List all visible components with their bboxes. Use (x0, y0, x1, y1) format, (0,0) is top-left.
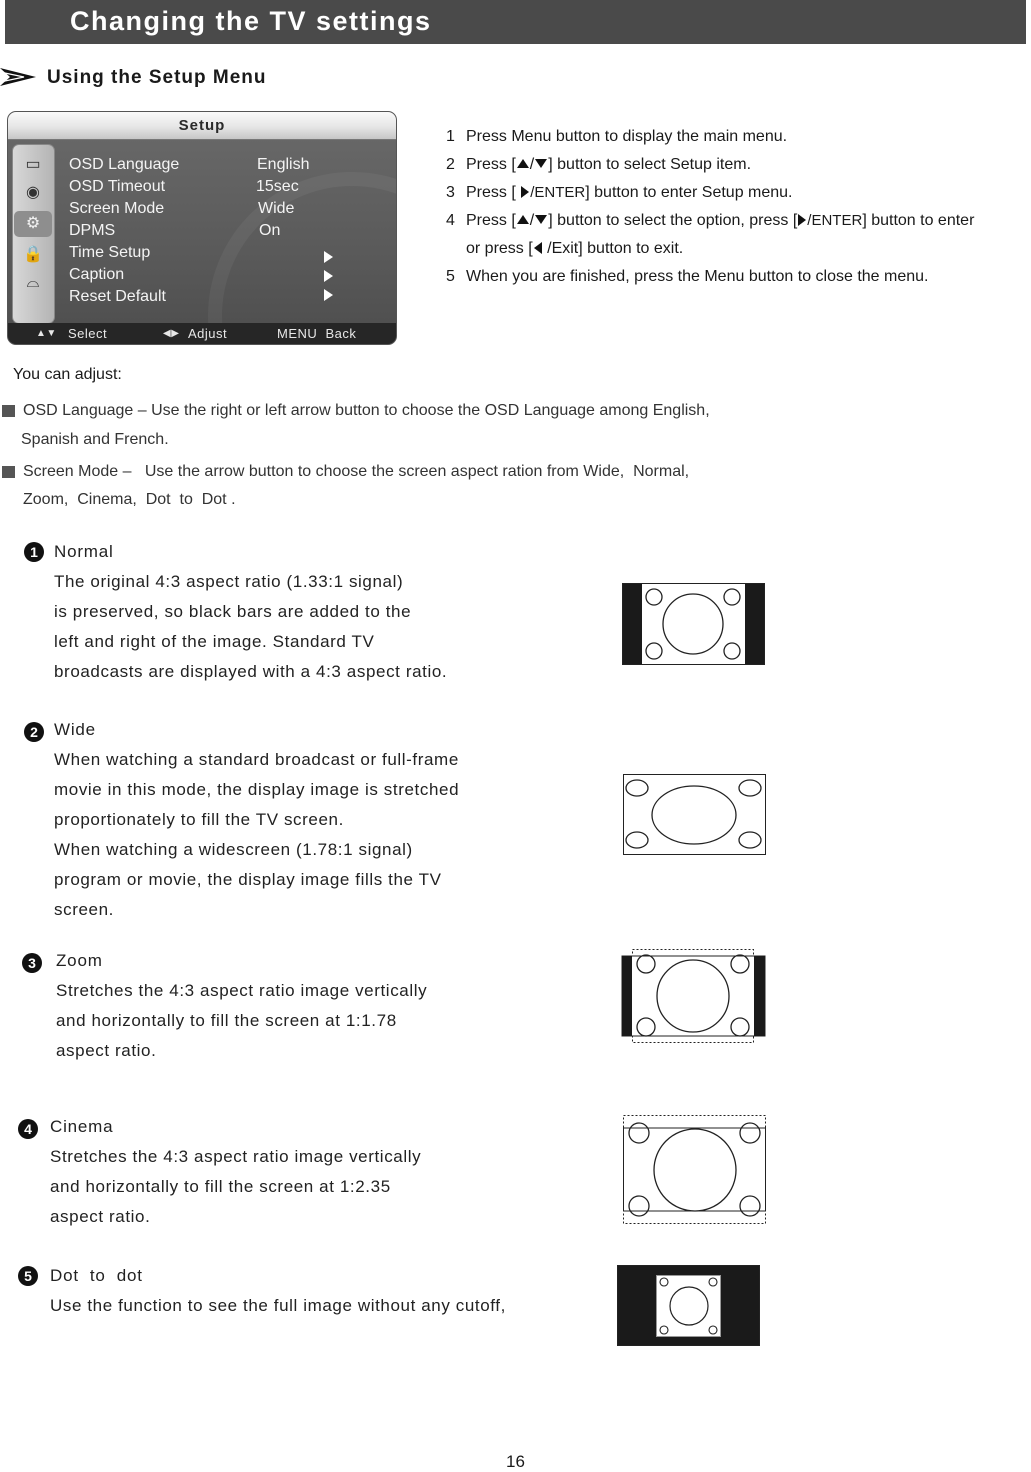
mode-description-line: program or movie, the display image fills the TV (54, 870, 442, 889)
menu-value-screen-mode: Wide (258, 200, 295, 217)
left-right-arrows-icon: ◀▶ (163, 328, 180, 339)
mode-description-line: Stretches the 4:3 aspect ratio image vertically (50, 1147, 422, 1166)
number-badge: 3 (22, 953, 42, 973)
up-arrow-icon (517, 159, 529, 168)
menu-title: Setup (178, 117, 226, 134)
setup-icon: ⚙ (14, 211, 52, 237)
menu-footer (8, 323, 396, 344)
menu-value-osd-language: English (257, 156, 310, 173)
mode-description-line: Use the function to see the full image without any cutoff, (50, 1296, 506, 1315)
lock-icon: 🔒 (23, 246, 43, 263)
mode-title-cinema: Cinema (50, 1117, 114, 1136)
step-number: 3 (446, 184, 455, 201)
menu-item-osd-language: OSD Language (69, 156, 180, 173)
mode-description-line: aspect ratio. (50, 1207, 151, 1226)
up-down-arrows-icon: ▲▼ (36, 328, 57, 339)
mode-description-line: broadcasts are displayed with a 4:3 aspect ratio. (54, 662, 448, 681)
step-text-part: ] button to select Setup item. (548, 156, 752, 173)
normal-mode-diagram (622, 583, 765, 665)
menu-item-dpms: DPMS (69, 222, 116, 239)
mode-description-line: screen. (54, 900, 114, 919)
cinema-mode-diagram (622, 1114, 768, 1226)
enter-key-label: /ENTER (530, 184, 586, 201)
square-bullet-icon (2, 466, 15, 478)
footer-select: Select (68, 326, 108, 341)
bullet-osd-language-cont: Spanish and French. (21, 431, 169, 448)
step-text-part: Press [ (466, 156, 516, 173)
left-arrow-icon (534, 242, 542, 254)
mode-description-line: Stretches the 4:3 aspect ratio image vertically (56, 981, 428, 1000)
mode-description-line: The original 4:3 aspect ratio (1.33:1 signal) (54, 572, 404, 591)
menu-item-reset-default: Reset Default (69, 288, 166, 305)
mode-description-line: When watching a standard broadcast or full-frame (54, 750, 459, 769)
mode-description-line: left and right of the image. Standard TV (54, 632, 375, 651)
step-text-part: /Exit] button to exit. (542, 240, 684, 257)
mode-description-line: proportionately to fill the TV screen. (54, 810, 344, 829)
wide-mode-diagram (623, 774, 767, 856)
section-title: Using the Setup Menu (47, 67, 267, 88)
audio-icon: ◉ (26, 184, 40, 201)
down-arrow-icon (535, 159, 547, 168)
tv-icon: ▭ (25, 156, 41, 173)
bullet-screen-mode-cont: Zoom, Cinema, Dot to Dot . (23, 491, 236, 508)
number-badge: 2 (24, 722, 44, 742)
right-arrow-icon (798, 214, 806, 226)
page-title: Changing the TV settings (70, 6, 432, 36)
mode-title-wide: Wide (54, 720, 96, 739)
arrow-icon (0, 66, 40, 88)
menu-value-osd-timeout: 15sec (256, 178, 299, 195)
submenu-arrow-icon (324, 289, 333, 301)
mode-title-dot-to-dot: Dot to dot (50, 1266, 143, 1285)
step-number: 2 (446, 156, 455, 173)
step-text (466, 240, 683, 258)
footer-adjust: Adjust (188, 326, 228, 341)
menu-icon-bar (12, 144, 55, 324)
dot-to-dot-mode-diagram (617, 1265, 761, 1347)
menu-item-time-setup: Time Setup (69, 244, 151, 261)
adjust-intro: You can adjust: (13, 366, 122, 383)
number-badge: 1 (24, 542, 44, 562)
setup-menu-screenshot (7, 111, 397, 345)
step-text: Press [ / ] button to select the option, press [ /ENTER] button to enter (466, 212, 975, 229)
satellite-icon: ⌓ (26, 274, 40, 291)
mode-description-line: When watching a widescreen (1.78:1 signal) (54, 840, 413, 859)
menu-item-screen-mode: Screen Mode (69, 200, 165, 217)
zoom-mode-diagram (621, 948, 767, 1044)
down-arrow-icon (535, 215, 547, 224)
mode-description-line: aspect ratio. (56, 1041, 157, 1060)
step-text-part: or press [ (466, 240, 533, 257)
number-badge: 4 (18, 1119, 38, 1139)
bullet-osd-language: OSD Language – Use the right or left arrow button to choose the OSD Language among English, (23, 402, 710, 419)
step-text: When you are finished, press the Menu button to close the menu. (466, 268, 929, 285)
step-text: Press [ / ] button to select Setup item. (466, 156, 752, 173)
mode-description-line: and horizontally to fill the screen at 1:1.78 (56, 1011, 397, 1030)
step-text-part: Press [ (466, 184, 521, 201)
page-number: 16 (506, 1452, 525, 1471)
menu-value-dpms: On (259, 222, 281, 239)
step-text-part: ] button to enter Setup menu. (585, 184, 793, 201)
step-number: 4 (446, 212, 455, 229)
step-text: Press Menu button to display the main menu. (466, 128, 788, 145)
step-text-part: ] button to select the option, press [ (548, 212, 798, 229)
footer-back: MENU Back (277, 326, 357, 341)
submenu-arrow-icon (324, 270, 333, 282)
menu-item-osd-timeout: OSD Timeout (69, 178, 166, 195)
bullet-screen-mode: Screen Mode – Use the arrow button to choose the screen aspect ration from Wide, Normal, (23, 463, 690, 480)
enter-key-label: /ENTER (807, 212, 863, 229)
step-text (466, 184, 793, 202)
right-arrow-icon (521, 186, 529, 198)
mode-description-line: and horizontally to fill the screen at 1:2.35 (50, 1177, 391, 1196)
square-bullet-icon (2, 405, 15, 417)
step-number: 5 (446, 268, 455, 285)
mode-description-line: movie in this mode, the display image is stretched (54, 780, 460, 799)
number-badge: 5 (18, 1266, 38, 1286)
mode-title-zoom: Zoom (56, 951, 103, 970)
step-text-part: ] button to enter (862, 212, 975, 229)
step-number: 1 (446, 128, 455, 145)
submenu-arrow-icon (324, 251, 333, 263)
menu-item-caption: Caption (69, 266, 125, 283)
up-arrow-icon (517, 215, 529, 224)
menu-background-swirl (208, 172, 397, 345)
mode-description-line: is preserved, so black bars are added to the (54, 602, 412, 621)
mode-title-normal: Normal (54, 542, 114, 561)
step-text-part: Press [ (466, 212, 516, 229)
